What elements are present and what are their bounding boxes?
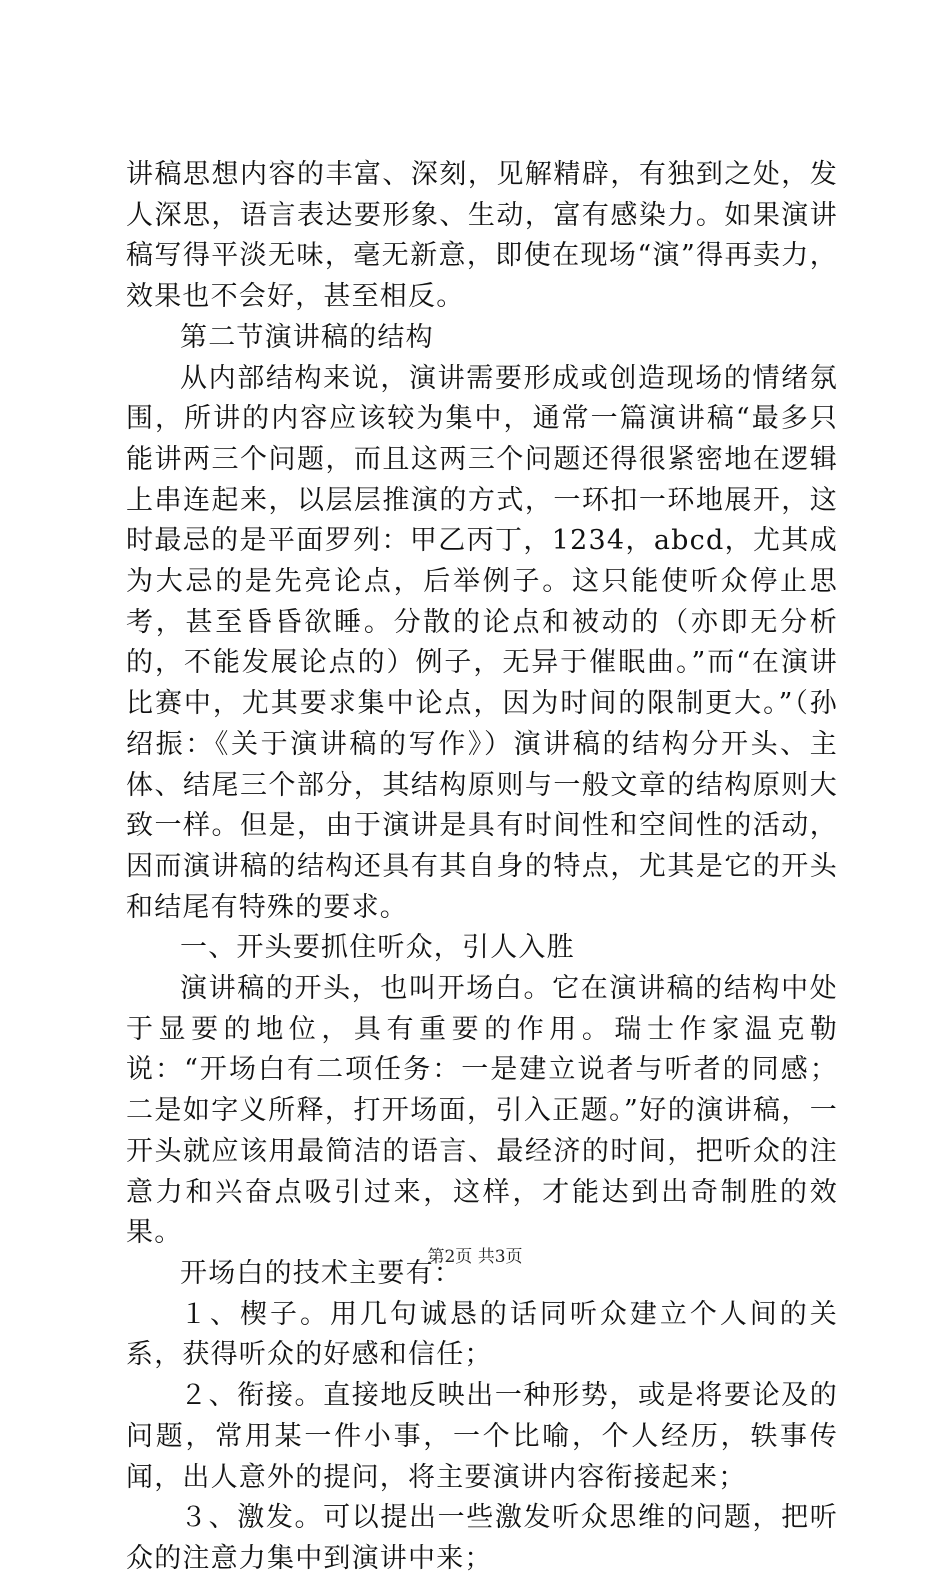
paragraph-techniques-intro: 开场白的技术主要有： (180, 1257, 462, 1289)
document-body (126, 155, 838, 1580)
page-footer: 第2页 共3页 (427, 1247, 523, 1267)
list-item-1: １、楔子。用几句诚恳的话同听众建立个人间的关系，获得听众的好感和信任； (126, 1298, 838, 1371)
paragraph-opening: 演讲稿的开头，也叫开场白。它在演讲稿的结构中处于显要的地位，具有重要的作用。瑞士作家温克勒说：“开场白有二项任务：一是建立说者与听者的同感；二是如字义所释，打开场面，引入正题。”好的演讲稿，一开头就应该用最简洁的语言、最经济的时间，把听众的注意力和兴奋点吸引过来，这样，才能达到出奇制胜的效果。 (126, 973, 838, 1249)
section-heading: 第二节演讲稿的结构 (180, 321, 434, 353)
list-item-3: ３、激发。可以提出一些激发听众思维的问题，把听众的注意力集中到演讲中来； (126, 1502, 838, 1574)
paragraph-structure: 从内部结构来说，演讲需要形成或创造现场的情绪氛围，所讲的内容应该较为集中，通常一篇演讲稿“最多只能讲两三个问题，而且这两三个问题还得很紧密地在逻辑上串连起来，以层层推演的方式，一环扣一环地展开，这时最忌的是平面罗列：甲乙丙丁，1234，abcd，尤其成为大忌的是先亮论点，后举例子。这只能使听众停止思考，甚至昏昏欲睡。分散的论点和被动的（亦即无分析的，不能发展论点的）例子，无异于催眠曲。”而“在演讲比赛中，尤其要求集中论点，因为时间的限制更大。”（孙绍振：《关于演讲稿的写作》）演讲稿的结构分开头、主体、结尾三个部分，其结构原则与一般文章的结构原则大致一样。但是，由于演讲是具有时间性和空间性的活动，因而演讲稿的结构还具有其自身的特点，尤其是它的开头和结尾有特殊的要求。 (126, 362, 838, 923)
list-item-2: ２、衔接。直接地反映出一种形势，或是将要论及的问题，常用某一件小事，一个比喻，个人经历，轶事传闻，出人意外的提问，将主要演讲内容衔接起来； (126, 1380, 838, 1493)
subsection-heading-opening: 一、开头要抓住听众，引人入胜 (180, 932, 575, 964)
paragraph-continuation: 讲稿思想内容的丰富、深刻，见解精辟，有独到之处，发人深思，语言表达要形象、生动，富有感染力。如果演讲稿写得平淡无味，毫无新意，即使在现场“演”得再卖力，效果也不会好，甚至相反。 (126, 159, 838, 313)
